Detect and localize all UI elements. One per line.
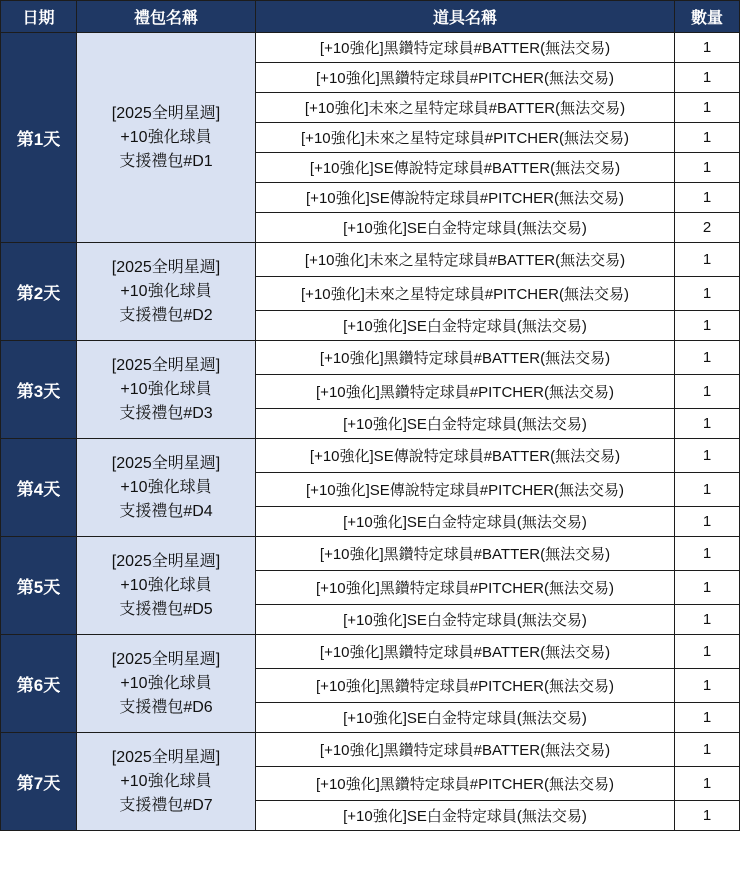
pack-name-line: +10強化球員 xyxy=(120,576,212,594)
header-pack-name: 禮包名稱 xyxy=(77,1,256,33)
item-name-cell: [+10強化]黑鑽特定球員#PITCHER(無法交易) xyxy=(256,63,675,93)
pack-name-line: +10強化球員 xyxy=(120,772,212,790)
pack-name-cell xyxy=(77,33,256,243)
item-name-cell: [+10強化]SE白金特定球員(無法交易) xyxy=(256,605,675,635)
item-name-cell: [+10強化]SE傳說特定球員#BATTER(無法交易) xyxy=(256,439,675,473)
quantity-cell: 1 xyxy=(675,409,740,439)
item-name-cell: [+10強化]SE傳說特定球員#BATTER(無法交易) xyxy=(256,153,675,183)
item-name-cell: [+10強化]黑鑽特定球員#BATTER(無法交易) xyxy=(256,341,675,375)
pack-name-line: +10強化球員 xyxy=(120,380,212,398)
item-name-cell: [+10強化]SE白金特定球員(無法交易) xyxy=(256,507,675,537)
quantity-cell: 1 xyxy=(675,605,740,635)
table-row xyxy=(1,243,740,277)
item-name-cell: [+10強化]SE傳說特定球員#PITCHER(無法交易) xyxy=(256,473,675,507)
pack-name-line: +10強化球員 xyxy=(120,478,212,496)
pack-name-line: 支援禮包#D7 xyxy=(119,796,213,814)
header-row xyxy=(1,1,740,33)
item-name-cell: [+10強化]黑鑽特定球員#PITCHER(無法交易) xyxy=(256,375,675,409)
pack-name-line: [2025全明星週] xyxy=(111,454,221,472)
quantity-cell: 1 xyxy=(675,183,740,213)
item-name-cell: [+10強化]SE白金特定球員(無法交易) xyxy=(256,311,675,341)
quantity-cell: 1 xyxy=(675,767,740,801)
quantity-cell: 1 xyxy=(675,153,740,183)
quantity-cell: 2 xyxy=(675,213,740,243)
quantity-cell: 1 xyxy=(675,537,740,571)
item-name-cell: [+10強化]黑鑽特定球員#PITCHER(無法交易) xyxy=(256,571,675,605)
table-body xyxy=(1,33,740,831)
pack-name-line: [2025全明星週] xyxy=(111,258,221,276)
day-cell: 第6天 xyxy=(1,635,77,733)
day-cell: 第7天 xyxy=(1,733,77,831)
quantity-cell: 1 xyxy=(675,669,740,703)
header-quantity: 數量 xyxy=(675,1,740,33)
table-row xyxy=(1,439,740,473)
pack-name-line: [2025全明星週] xyxy=(111,356,221,374)
table-row xyxy=(1,33,740,63)
pack-name-line: +10強化球員 xyxy=(120,128,212,146)
item-name-cell: [+10強化]SE傳說特定球員#PITCHER(無法交易) xyxy=(256,183,675,213)
quantity-cell: 1 xyxy=(675,375,740,409)
pack-name-cell xyxy=(77,341,256,439)
quantity-cell: 1 xyxy=(675,733,740,767)
pack-name-cell xyxy=(77,733,256,831)
quantity-cell: 1 xyxy=(675,507,740,537)
pack-name-cell xyxy=(77,537,256,635)
table-row xyxy=(1,635,740,669)
table-row xyxy=(1,733,740,767)
quantity-cell: 1 xyxy=(675,473,740,507)
item-name-cell: [+10強化]未來之星特定球員#BATTER(無法交易) xyxy=(256,93,675,123)
quantity-cell: 1 xyxy=(675,93,740,123)
item-name-cell: [+10強化]黑鑽特定球員#BATTER(無法交易) xyxy=(256,33,675,63)
quantity-cell: 1 xyxy=(675,277,740,311)
pack-name-line: +10強化球員 xyxy=(120,674,212,692)
quantity-cell: 1 xyxy=(675,63,740,93)
pack-name-line: 支援禮包#D2 xyxy=(119,306,213,324)
item-name-cell: [+10強化]未來之星特定球員#BATTER(無法交易) xyxy=(256,243,675,277)
quantity-cell: 1 xyxy=(675,439,740,473)
table-row xyxy=(1,537,740,571)
item-name-cell: [+10強化]黑鑽特定球員#PITCHER(無法交易) xyxy=(256,767,675,801)
quantity-cell: 1 xyxy=(675,243,740,277)
item-name-cell: [+10強化]黑鑽特定球員#BATTER(無法交易) xyxy=(256,537,675,571)
pack-name-line: [2025全明星週] xyxy=(111,552,221,570)
item-name-cell: [+10強化]未來之星特定球員#PITCHER(無法交易) xyxy=(256,123,675,153)
pack-name-cell xyxy=(77,439,256,537)
day-cell: 第5天 xyxy=(1,537,77,635)
quantity-cell: 1 xyxy=(675,703,740,733)
quantity-cell: 1 xyxy=(675,311,740,341)
pack-name-line: 支援禮包#D6 xyxy=(119,698,213,716)
pack-name-line: +10強化球員 xyxy=(120,282,212,300)
pack-name-cell xyxy=(77,243,256,341)
day-cell: 第2天 xyxy=(1,243,77,341)
item-name-cell: [+10強化]SE白金特定球員(無法交易) xyxy=(256,409,675,439)
item-name-cell: [+10強化]黑鑽特定球員#PITCHER(無法交易) xyxy=(256,669,675,703)
quantity-cell: 1 xyxy=(675,571,740,605)
item-name-cell: [+10強化]黑鑽特定球員#BATTER(無法交易) xyxy=(256,635,675,669)
header-day: 日期 xyxy=(1,1,77,33)
quantity-cell: 1 xyxy=(675,341,740,375)
quantity-cell: 1 xyxy=(675,801,740,831)
quantity-cell: 1 xyxy=(675,33,740,63)
item-name-cell: [+10強化]SE白金特定球員(無法交易) xyxy=(256,703,675,733)
item-name-cell: [+10強化]SE白金特定球員(無法交易) xyxy=(256,801,675,831)
pack-name-line: [2025全明星週] xyxy=(111,650,221,668)
pack-name-cell xyxy=(77,635,256,733)
item-name-cell: [+10強化]SE白金特定球員(無法交易) xyxy=(256,213,675,243)
quantity-cell: 1 xyxy=(675,123,740,153)
day-cell: 第4天 xyxy=(1,439,77,537)
item-name-cell: [+10強化]未來之星特定球員#PITCHER(無法交易) xyxy=(256,277,675,311)
day-cell: 第1天 xyxy=(1,33,77,243)
header-item-name: 道具名稱 xyxy=(256,1,675,33)
item-name-cell: [+10強化]黑鑽特定球員#BATTER(無法交易) xyxy=(256,733,675,767)
pack-name-line: 支援禮包#D5 xyxy=(119,600,213,618)
pack-name-line: [2025全明星週] xyxy=(111,104,221,122)
table-row xyxy=(1,341,740,375)
pack-name-line: [2025全明星週] xyxy=(111,748,221,766)
pack-name-line: 支援禮包#D1 xyxy=(119,152,213,170)
quantity-cell: 1 xyxy=(675,635,740,669)
pack-name-line: 支援禮包#D4 xyxy=(119,502,213,520)
day-cell: 第3天 xyxy=(1,341,77,439)
pack-name-line: 支援禮包#D3 xyxy=(119,404,213,422)
